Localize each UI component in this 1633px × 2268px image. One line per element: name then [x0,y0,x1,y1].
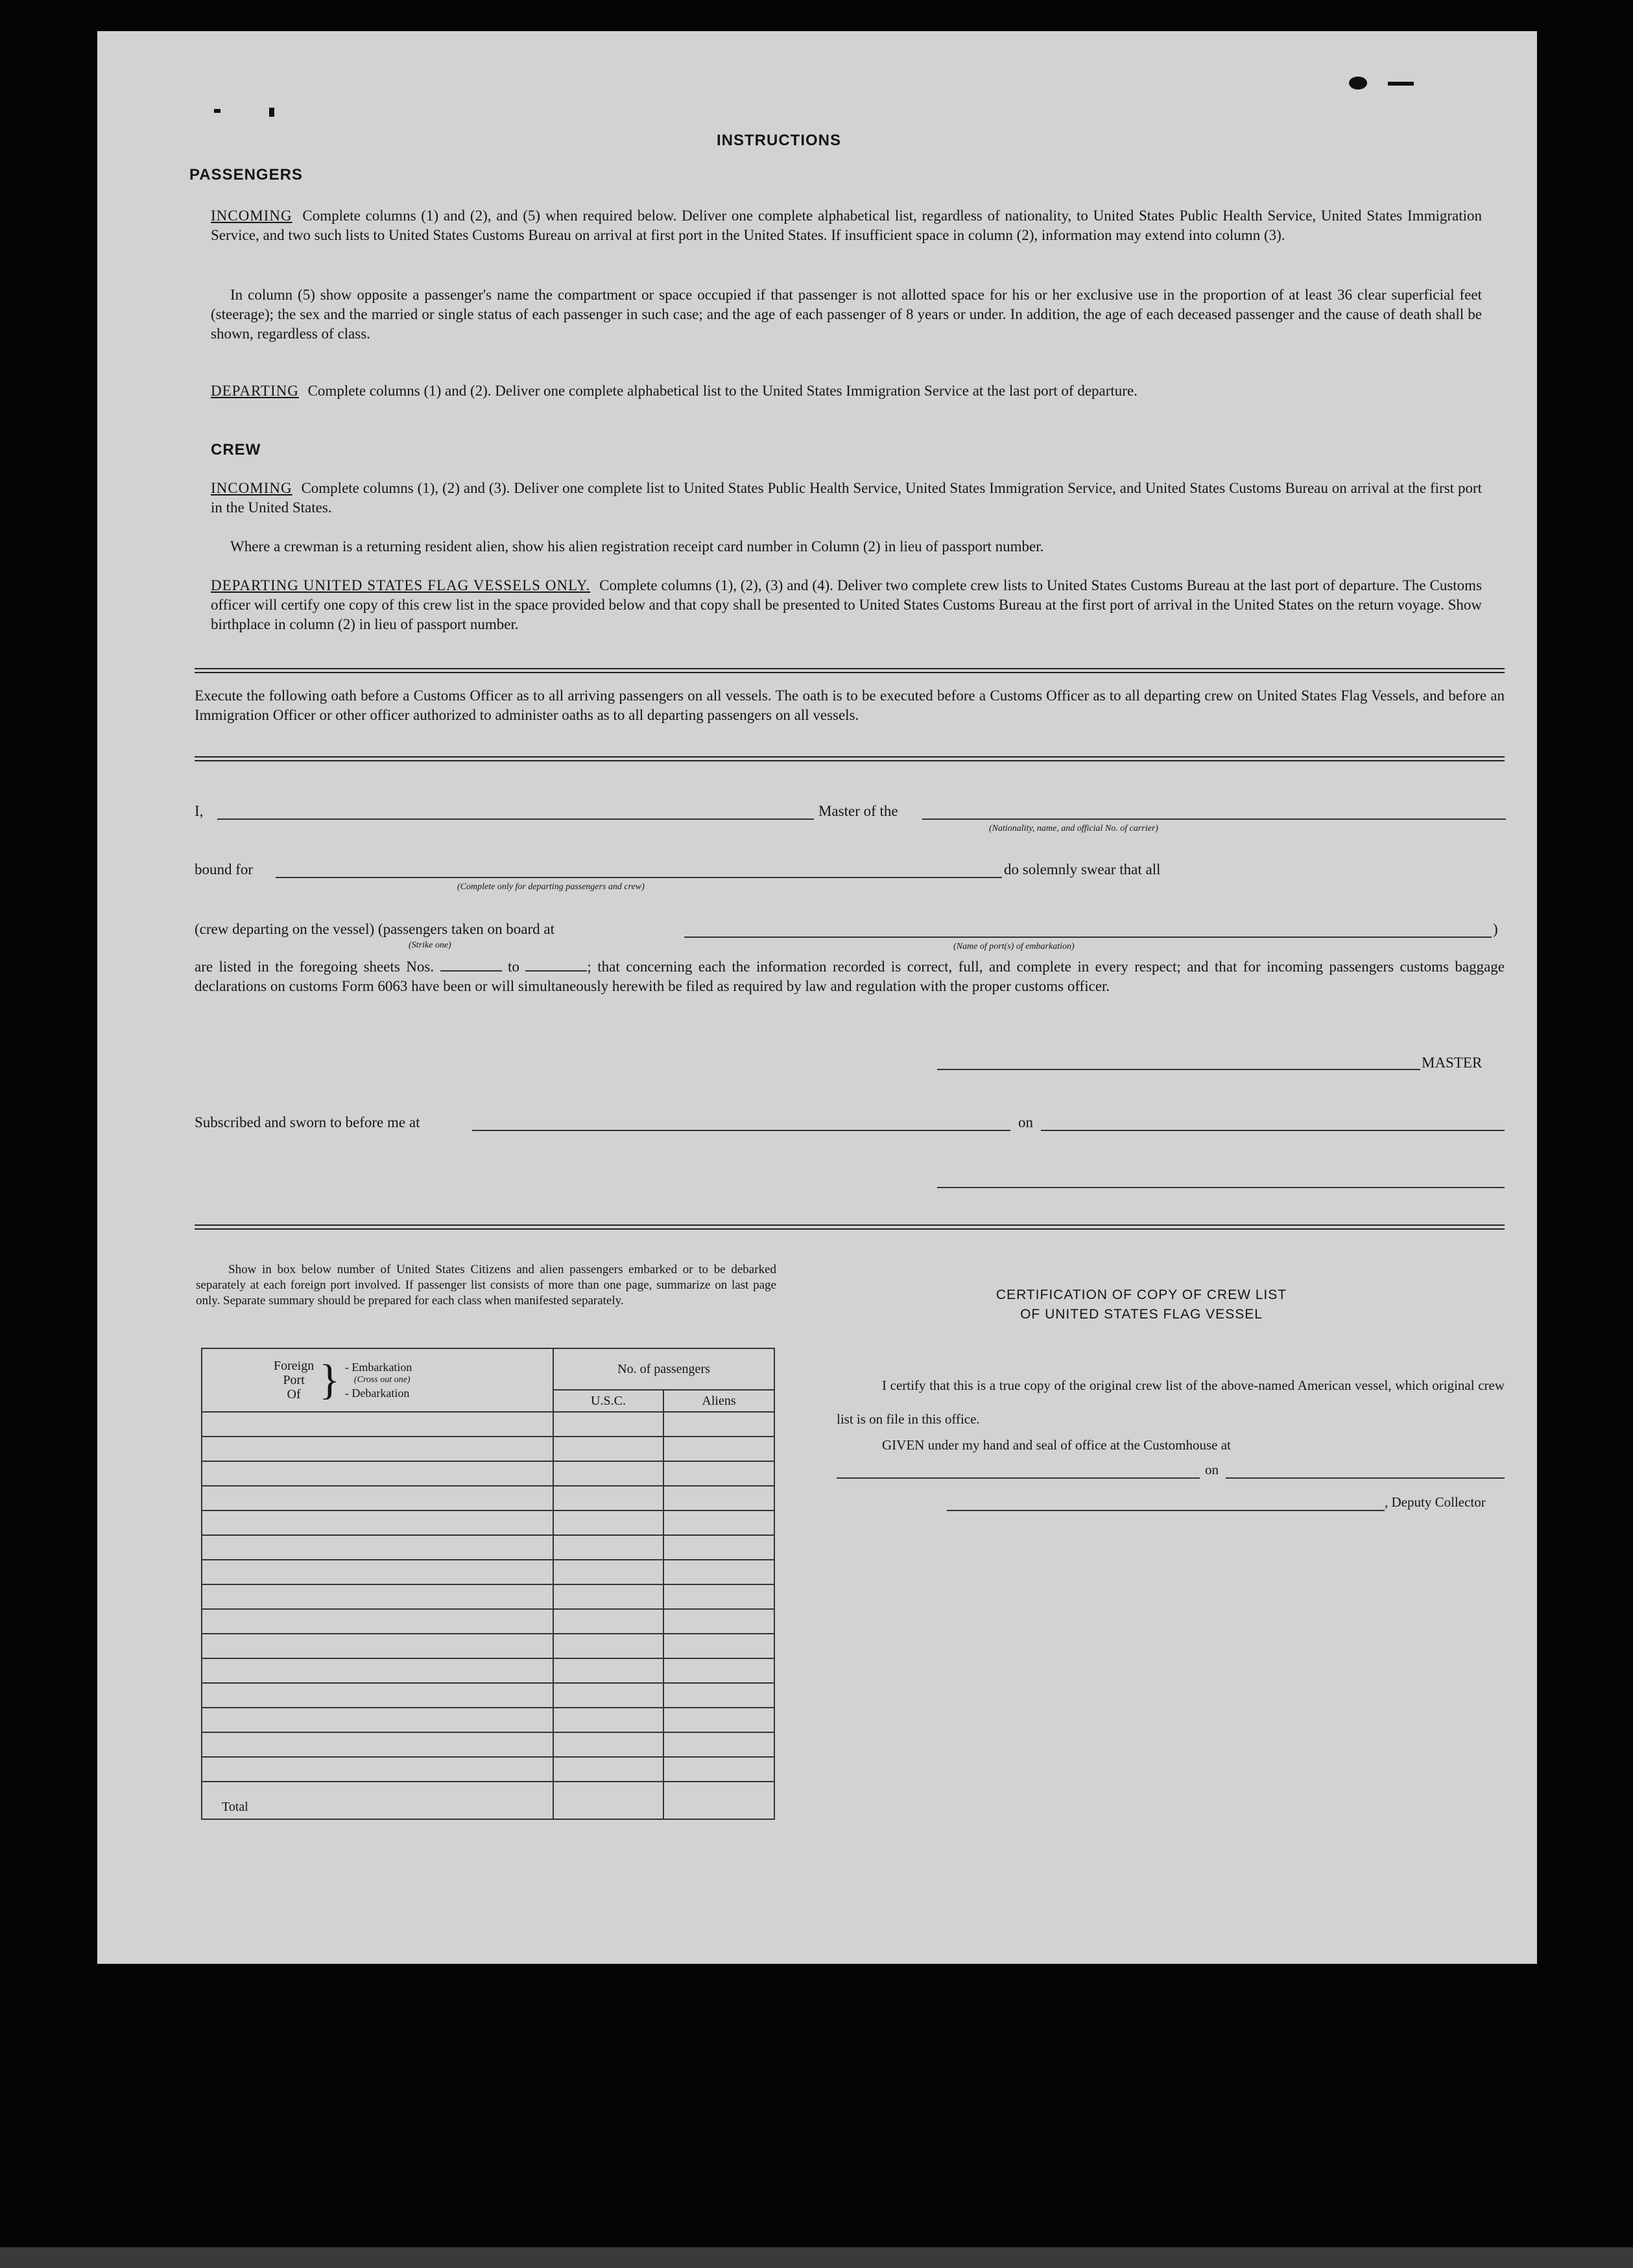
table-row [202,1461,774,1486]
total-usc-cell[interactable] [553,1782,663,1819]
port-cell[interactable] [202,1412,553,1437]
certification-date-field[interactable] [1226,1477,1505,1479]
usc-cell[interactable] [553,1584,663,1609]
port-cell[interactable] [202,1535,553,1560]
scan-speck [1349,77,1367,90]
crew-incoming-text: Complete columns (1), (2) and (3). Deliver one complete list to United States Public Health Service, United States Immigration Service, and United States Customs Bureau on arrival at the first port in the United States. [211,480,1482,516]
usc-cell[interactable] [553,1634,663,1658]
cross-out-label: (Cross out one) [353,1375,411,1385]
carrier-field[interactable] [922,818,1506,820]
bound-for-label: bound for [195,861,254,877]
master-signature-field[interactable] [937,1069,1420,1070]
close-paren: ) [1493,921,1498,937]
usc-cell[interactable] [553,1560,663,1584]
port-header-cell [202,1348,553,1412]
table-row [202,1584,774,1609]
crew-heading: CREW [211,441,261,459]
certify-text: I certify that this is a true copy of the original crew list of the above-named American vessel, which original crew list is on file in this office. [837,1378,1505,1427]
subscribed-label: Subscribed and sworn to before me at [195,1114,420,1130]
aliens-cell[interactable] [663,1584,774,1609]
aliens-cell[interactable] [663,1732,774,1757]
port-cell[interactable] [202,1757,553,1782]
table-row [202,1634,774,1658]
table-row [202,1510,774,1535]
foreign-label: Foreign [274,1359,315,1373]
scan-speck [269,108,274,117]
officer-signature-field[interactable] [937,1187,1505,1188]
customhouse-field[interactable] [837,1477,1200,1479]
port-cell[interactable] [202,1634,553,1658]
scan-speck [214,109,221,113]
table-row [202,1609,774,1634]
listed-paragraph [195,957,1505,996]
port-label: Port [283,1373,305,1387]
port-cell[interactable] [202,1708,553,1732]
aliens-cell[interactable] [663,1486,774,1510]
port-cell[interactable] [202,1732,553,1757]
table-row [202,1560,774,1584]
port-cell[interactable] [202,1658,553,1683]
aliens-cell[interactable] [663,1683,774,1708]
deputy-collector-signature-field[interactable] [947,1510,1385,1511]
usc-cell[interactable] [553,1708,663,1732]
table-row [202,1658,774,1683]
aliens-cell[interactable] [663,1634,774,1658]
form-page [97,31,1537,1964]
usc-cell[interactable] [553,1437,663,1461]
oath-i-label: I, [195,803,204,819]
port-cell[interactable] [202,1510,553,1535]
certification-title-line2: OF UNITED STATES FLAG VESSEL [1020,1307,1263,1322]
usc-cell[interactable] [553,1683,663,1708]
port-cell[interactable] [202,1437,553,1461]
usc-cell[interactable] [553,1486,663,1510]
scan-speck [1388,82,1414,86]
usc-cell[interactable] [553,1510,663,1535]
usc-cell[interactable] [553,1535,663,1560]
column5-paragraph: In column (5) show opposite a passenger's name the compartment or space occupied if that passenger is not allotted space for his or her exclusive use in the proportion of at least 36 clear superficial feet (steerage); the sex and the married or single status of each passenger in such case; and the age of each passenger of 8 years or under. In addition, the age of each deceased passenger and the cause of death shall be shown, regardless of class. [211,287,1482,342]
given-text: GIVEN under my hand and seal of office at the Customhouse at [882,1437,1231,1453]
aliens-cell[interactable] [663,1412,774,1437]
section-divider [195,672,1505,673]
aliens-cell[interactable] [663,1708,774,1732]
listed-text: are listed in the foregoing sheets Nos. [195,959,435,975]
instructions-title: INSTRUCTIONS [717,132,841,149]
section-divider [195,1228,1505,1230]
deputy-collector-label: , Deputy Collector [1385,1494,1486,1510]
scan-bottom-strip [0,2247,1633,2268]
section-divider [195,756,1505,758]
usc-cell[interactable] [553,1757,663,1782]
usc-cell[interactable] [553,1658,663,1683]
table-row [202,1732,774,1757]
crew-resident-paragraph: Where a crewman is a returning resident alien, show his alien registration receipt card number in Column (2) in lieu of passport number. [230,538,1044,555]
embarkation-label: - Embarkation [344,1361,412,1374]
embarkation-port-field[interactable] [684,937,1492,938]
strike-one-caption: (Strike one) [409,940,451,950]
aliens-cell[interactable] [663,1535,774,1560]
crew-incoming-lead: INCOMING [211,480,292,496]
passengers-departing-text: Complete columns (1) and (2). Deliver one complete alphabetical list to the United States Immigration Service at the last port of departure. [307,383,1138,399]
brace-icon: } [319,1356,340,1403]
table-row [202,1708,774,1732]
port-cell[interactable] [202,1584,553,1609]
port-cell[interactable] [202,1560,553,1584]
crew-departing-label: (crew departing on the vessel) (passengers taken on board at [195,921,554,937]
aliens-cell[interactable] [663,1510,774,1535]
to-label: to [508,959,519,975]
passenger-count-table [201,1348,775,1820]
passengers-incoming-lead: INCOMING [211,208,292,224]
aliens-cell[interactable] [663,1757,774,1782]
table-row [202,1437,774,1461]
aliens-cell[interactable] [663,1658,774,1683]
passengers-heading: PASSENGERS [189,166,303,184]
passengers-incoming-text: Complete columns (1) and (2), and (5) when required below. Deliver one complete alphabetical list, regardless of nationality, to United States Public Health Service, United States Immigration Service, and two such lists to United States Customs Bureau on arrival at first port in the United States. If insufficient space in column (2), information may extend into column (3). [211,208,1483,243]
master-label: MASTER [1422,1055,1483,1071]
sworn-date-field[interactable] [1041,1130,1505,1131]
aliens-cell[interactable] [663,1560,774,1584]
sheet-to-field[interactable] [525,957,587,972]
aliens-header: Aliens [663,1390,774,1412]
box-instructions: Show in box below number of United States Citizens and alien passengers embarked or to be debarked separately at each foreign port involved. If passenger list consists of more than one page, summarize on last page only. Separate summary should be prepared for each class when manifested separately. [196,1263,776,1307]
crew-departing-text: Complete columns (1), (2), (3) and (4). Deliver two complete crew lists to United States Customs Bureau at the last port of departure. The Customs officer will certify one copy of this crew list in the space provided below and that copy shall be presented to United States Customs Bureau at the first port of arrival in the United States on the return voyage. Show birthplace in column (2) in lieu of passport number. [211,577,1483,632]
certification-on-label: on [1205,1462,1219,1477]
port-caption: (Name of port(s) of embarkation) [953,942,1075,951]
port-cell[interactable] [202,1461,553,1486]
total-label: Total [202,1782,553,1819]
table-row [202,1535,774,1560]
table-row [202,1683,774,1708]
aliens-cell[interactable] [663,1461,774,1486]
bound-for-field[interactable] [276,877,1002,878]
embark-debark-options [345,1361,412,1400]
listed-rest: ; that concerning each the information recorded is correct, full, and complete in every respect; and that for incoming passengers customs baggage declarations on customs Form 6063 have been or will simultaneously herewith be filed as required by law and regulation with the proper customs officer. [195,959,1505,994]
port-cell[interactable] [202,1486,553,1510]
section-divider [195,1224,1505,1226]
port-cell[interactable] [202,1609,553,1634]
sworn-on-label: on [1018,1114,1033,1130]
usc-cell[interactable] [553,1412,663,1437]
passengers-departing-paragraph [211,381,1482,401]
no-of-passengers-header: No. of passengers [553,1348,774,1390]
port-cell[interactable] [202,1683,553,1708]
sheet-from-field[interactable] [440,957,502,972]
certification-title-line1: CERTIFICATION OF COPY OF CREW LIST [995,1287,1287,1302]
nationality-caption: (Nationality, name, and official No. of carrier) [989,824,1158,833]
table-row [202,1757,774,1782]
aliens-cell[interactable] [663,1437,774,1461]
foreign-port-of [274,1359,314,1402]
oath-intro: Execute the following oath before a Customs Officer as to all arriving passengers on all vessels. The oath is to be executed before a Customs Officer as to all departing crew on United States Flag Vessels, and before an Immigration Officer or other officer authorized to administer oaths as to all departing passengers on all vessels. [195,687,1505,723]
section-divider [195,668,1505,669]
section-divider [195,760,1505,761]
sworn-at-field[interactable] [472,1130,1010,1131]
table-row [202,1486,774,1510]
total-aliens-cell[interactable] [663,1782,774,1819]
master-of-the-label: Master of the [818,803,898,819]
usc-cell[interactable] [553,1461,663,1486]
usc-header: U.S.C. [553,1390,663,1412]
of-label: Of [287,1387,301,1402]
solemnly-swear-label: do solemnly swear that all [1004,861,1161,877]
certification-title [908,1285,1375,1324]
crew-incoming-paragraph [211,479,1482,518]
complete-only-caption: (Complete only for departing passengers and crew) [457,882,645,892]
table-row [202,1412,774,1437]
passengers-incoming-paragraph [211,206,1482,245]
master-name-field[interactable] [217,818,814,820]
debarkation-label: - Debarkation [344,1387,410,1400]
crew-departing-lead: DEPARTING UNITED STATES FLAG VESSELS ONLY. [211,577,591,593]
crew-departing-paragraph [211,576,1482,634]
aliens-cell[interactable] [663,1609,774,1634]
usc-cell[interactable] [553,1609,663,1634]
passengers-departing-lead: DEPARTING [211,383,299,399]
usc-cell[interactable] [553,1732,663,1757]
